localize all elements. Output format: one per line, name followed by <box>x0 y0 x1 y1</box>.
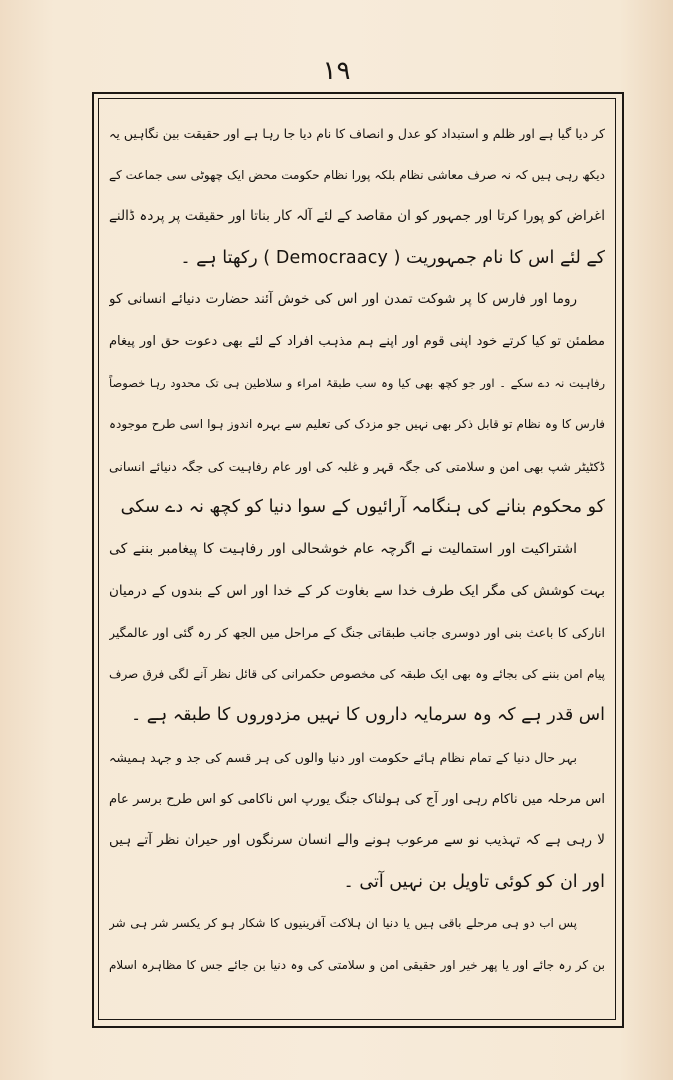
text-line: اس مرحلہ میں ناکام رہی اور آج کی ہولناک جنگ یورپ اس ناکامی کو اس طرح برسر عام <box>109 791 605 807</box>
text-line: روما اور فارس کا پر شوکت تمدن اور اس کی خوش آئند حضارت دنیائے انسانی کو <box>109 291 577 308</box>
text-line: دیکھ رہی ہیں کہ نہ صرف معاشی نظام بلکہ پورا نظام حکومت محض ایک چھوٹی سی جماعت کے <box>109 167 605 182</box>
text-line: اور ان کو کوئی تاویل بن نہیں آتی ۔ <box>343 871 605 892</box>
text-line: اس قدر ہے کہ وہ سرمایہ داروں کا نہیں مزدوروں کا طبقہ ہے ۔ <box>130 705 605 726</box>
text-line: مطمئن تو کیا کرتے خود اپنی قوم اور اپنے ہم مذہب افراد کے لئے بھی دعوت حق اور پیغام <box>109 333 605 349</box>
text-line: بہر حال دنیا کے تمام نظام ہائے حکومت اور دنیا والوں کی ہر قسم کی جد و جہد ہمیشہ <box>109 749 577 765</box>
text-line: کے لئے اس کا نام جمہوریت ( Democraacy ) رکھتا ہے ۔ <box>180 247 605 268</box>
text-line: بن کر رہ جائے اور یا پھر خیر اور حقیقی امن و سلامتی کی وہ دنیا بن جائے جس کا مظاہرہ اسلام <box>109 957 605 972</box>
text-line: بہت کوشش کی مگر ایک طرف خدا سے بغاوت کر کے خدا اور اس کے بندوں کے درمیان <box>109 582 605 599</box>
body-text <box>109 113 605 986</box>
text-line: پس اب دو ہی مرحلے باقی ہیں یا دنیا ان ہلاکت آفرینیوں کا شکار ہو کر یکسر شر ہی شر <box>109 916 577 931</box>
text-line: فارس کا وہ نظام تو قابل ذکر بھی نہیں جو مزدک کی تعلیم سے بہرہ اندوز ہوا اسی طرح موجودہ <box>109 417 605 432</box>
text-line: اشتراکیت اور استمالیت نے اگرچہ عام خوشحالی اور رفاہیت کا پیغامبر بننے کی <box>109 540 577 557</box>
text-line: لا رہی ہے کہ تہذیب نو سے مرعوب ہونے والے انسان سرنگوں اور حیران نظر آتے ہیں <box>109 832 605 849</box>
page-number: ۱۹ <box>322 56 351 86</box>
text-line: ڈکٹیٹر شپ بھی امن و سلامتی کی جگہ قہر و غلبہ کی اور عام رفاہیت کی جگہ دنیائے انسانی <box>109 458 605 474</box>
text-line: پیام امن بننے کی بجائے وہ بھی ایک طبقہ کی مخصوص حکمرانی کی قائل نظر آنے لگی فرق صرف <box>109 666 605 681</box>
text-line: کو محکوم بنانے کی ہنگامہ آرائیوں کے سوا دنیا کو کچھ نہ دے سکی <box>120 497 605 518</box>
text-line: اغراض کو پورا کرتا اور جمہور کو ان مقاصد کے لئے آلہ کار بناتا اور حقیقت پر پردہ ڈالنے <box>109 208 605 225</box>
page-border-inner <box>98 98 616 1020</box>
text-line: کر دیا گیا ہے اور ظلم و استبداد کو عدل و انصاف کا نام دیا جا رہا ہے اور حقیقت بین نگاہیں یہ <box>109 126 605 141</box>
text-line: رفاہیت نہ دے سکے ۔ اور جو کچھ بھی کیا وہ سب طبقۂ امراء و سلاطین ہی تک محدود رہا خصوصاً <box>109 375 605 390</box>
text-line: انارکی کا باعث بنی اور دوسری جانب طبقاتی جنگ کے مراحل میں الجھ کر رہ گئی اور عالمگیر <box>109 625 605 641</box>
